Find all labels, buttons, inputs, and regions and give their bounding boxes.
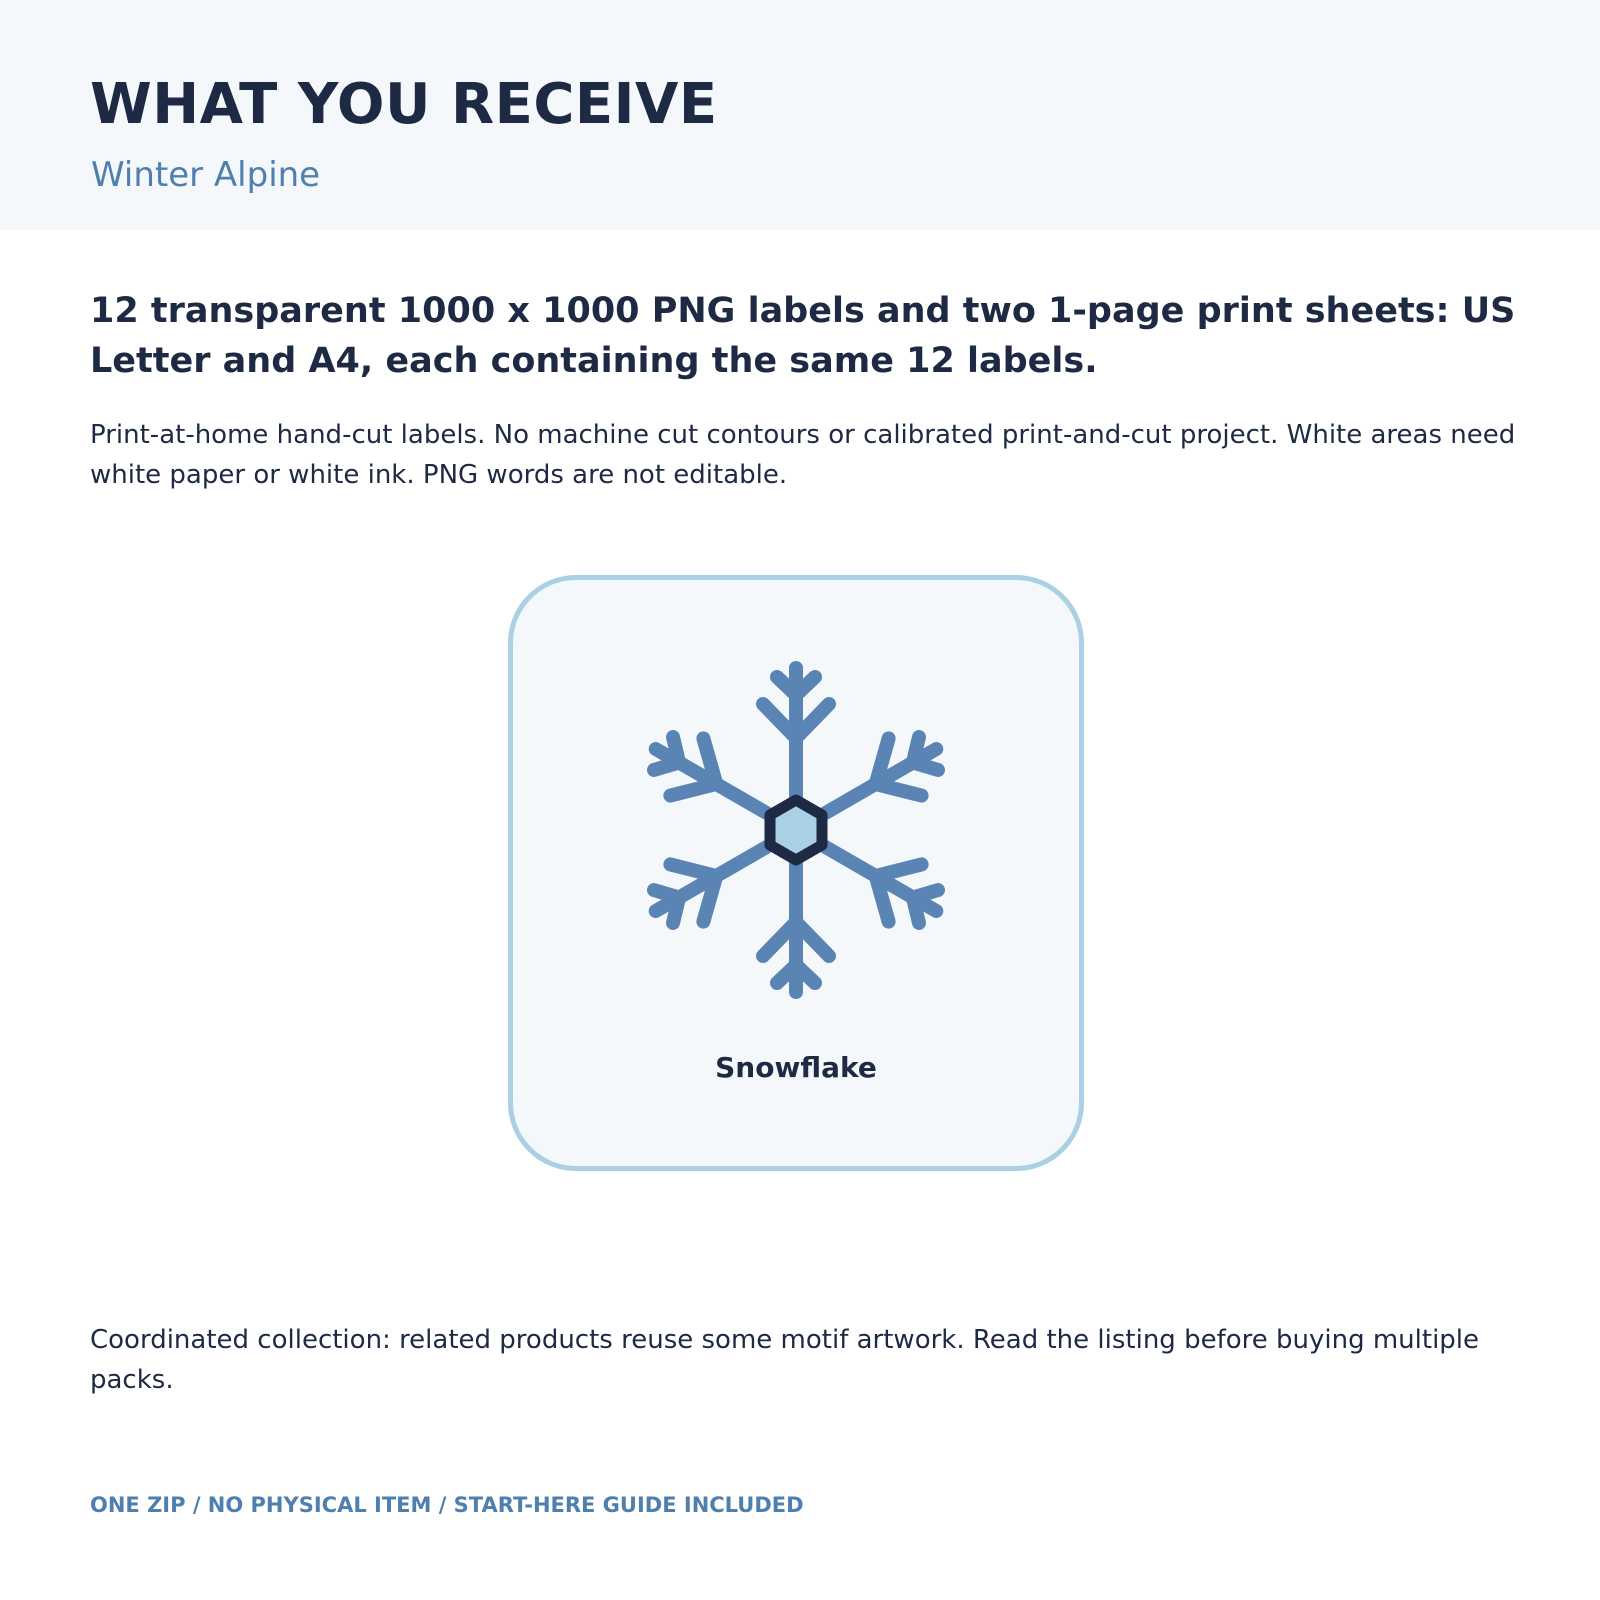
description: Print-at-home hand-cut labels. No machine cut contours or calibrated print-and-cut project. White areas need white paper or white ink. PNG words are not editable. xyxy=(90,420,1516,490)
header-band xyxy=(0,0,1600,230)
page-title: WHAT YOU RECEIVE xyxy=(90,72,718,137)
footer-tagline: ONE ZIP / NO PHYSICAL ITEM / START-HERE GUIDE INCLUDED xyxy=(90,1493,804,1517)
snowflake-icon xyxy=(640,660,952,1000)
collection-note: Coordinated collection: related products reuse some motif artwork. Read the listing before buying multiple packs. xyxy=(90,1325,1480,1395)
card-label: Snowflake xyxy=(715,1051,877,1084)
headline: 12 transparent 1000 x 1000 PNG labels and two 1-page print sheets: US Letter and A4, each containing the same 12 labels. xyxy=(90,291,1516,381)
page-subtitle: Winter Alpine xyxy=(91,155,321,195)
label-card xyxy=(508,575,1084,1171)
